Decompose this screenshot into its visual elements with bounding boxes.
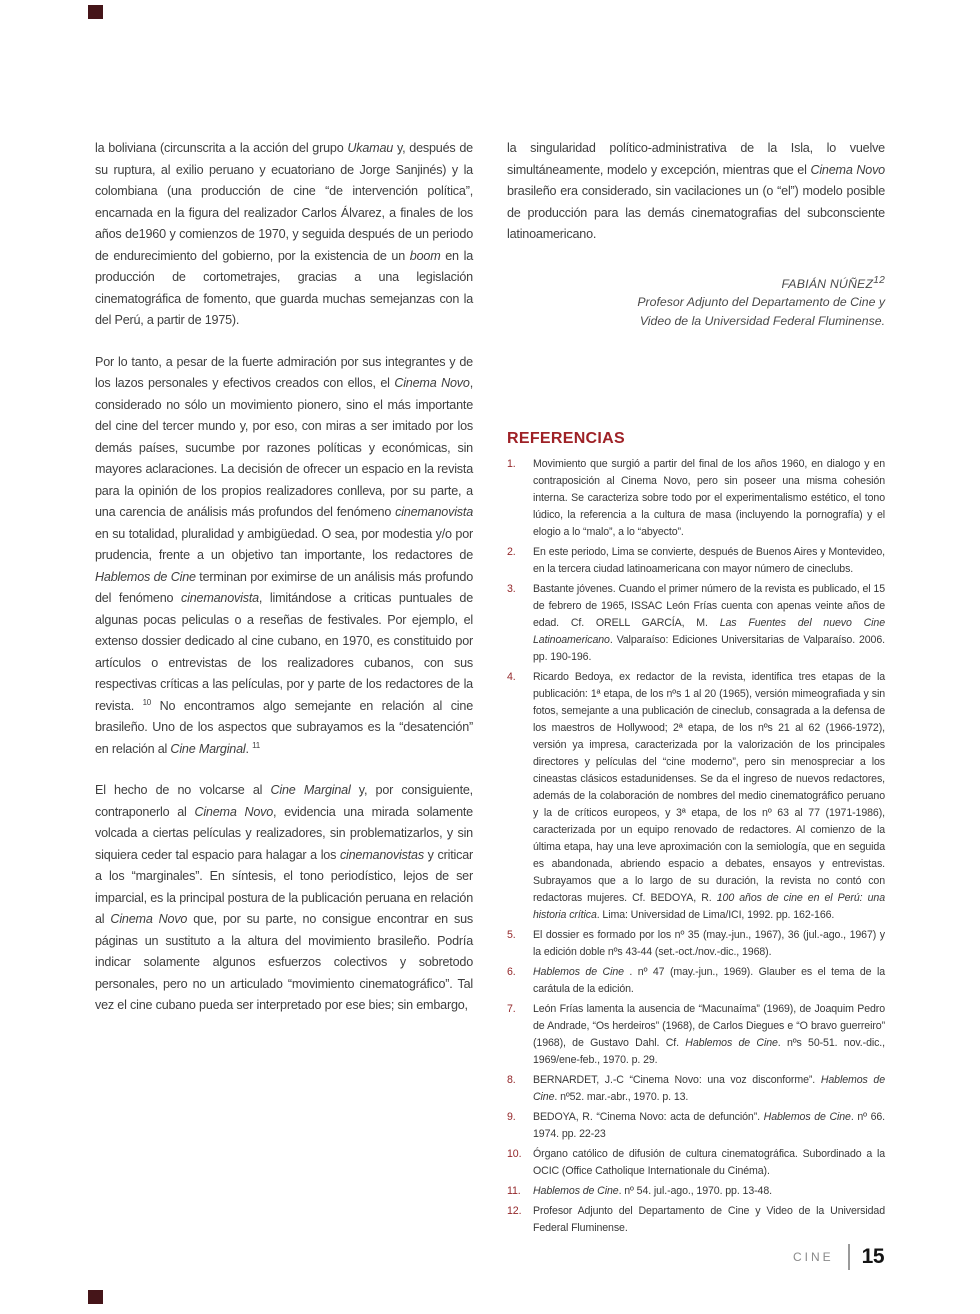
section-label: CINE xyxy=(792,1250,834,1264)
reference-item xyxy=(507,544,885,578)
left-column xyxy=(95,138,473,1240)
footer-divider xyxy=(848,1244,850,1270)
reference-number: 2. xyxy=(507,546,516,559)
references-list xyxy=(507,456,885,1237)
two-column-text xyxy=(95,138,885,1240)
author-affiliation-line2: Video de la Universidad Federal Fluminense. xyxy=(639,313,885,328)
reference-item xyxy=(507,456,885,541)
reference-text: Hablemos de Cine . nº 47 (may.-jun., 1969). Glauber es el tema de la carátula de la edición. xyxy=(533,966,885,996)
reference-text: Ricardo Bedoya, ex redactor de la revista, identifica tres etapas de la publicación: 1ª etapa, de los nºs 1 al 20 (1965), versión mimeografiada y sin fotos, semejante a una publicación de cineclub, consagrada a la defensa de los maestros de Hollywood; 2ª etapa, de los nºs 21 al 62 (1966-1972), versión ya impresa, caracterizada por la valorización de los principales directores y películas del “cine moderno”, pero sin menospreciar a los cineastas clásicos estadunidenses. Se da el ingreso de nuevos redactores, además de la colaboración de nombres del medio cinematográfico peruano y la de críticos europeos, y 3ª etapa, de los nº 63 al 77 (1971-1986), caracterizada por un equipo renovado de redactores. Al comienzo de la última etapa, hay una leve aproximación con la semiología, que en seguida es abandonada, abriendo espacio a debates, ensayos y entrevistas. Subrayamos que a lo largo de su duración, la revista no contó con redactoras mujeres. Cf. BEDOYA, R. 100 años de cine en el Perú: una historia crítica. Lima: Universidad de Lima/ICI, 1992. pp. 162-166. xyxy=(533,671,885,922)
reference-number: 9. xyxy=(507,1111,516,1124)
reference-text: El dossier es formado por los nº 35 (may.-jun., 1967), 36 (jul.-ago., 1967) y la edición doble nºs 43-44 (set.-oct./nov.-dic., 1968). xyxy=(533,929,885,959)
reference-text: Hablemos de Cine. nº 54. jul.-ago., 1970. pp. 13-48. xyxy=(533,1185,772,1198)
body-paragraph: El hecho de no volcarse al Cine Marginal y, por consiguiente, contraponerlo al Cinema Novo, evidencia una mirada solamente volcada a ciertas películas y realizadores, sin problematizarlos, y sin siquiera ceder tal espacio para halagar a los cinemanovistas y criticar a los “marginales”. En síntesis, el tono periodístico, lejos de ser imparcial, es la principal postura de la publicación peruana en relación al Cinema Novo que, por su parte, no consigue encontrar en sus páginas un sustituto a la altura del movimiento brasileño. Podría indicar solamente algunos esfuerzos colectivos y sobretodo personales, pero no un articulado “movimiento cinematográfico”. Tal vez el cine cubano pueda ser interpretado por ese bies; sin embargo, xyxy=(95,783,473,1012)
reference-number: 4. xyxy=(507,671,516,684)
reference-number: 1. xyxy=(507,458,516,471)
reference-item xyxy=(507,1183,885,1200)
reference-number: 3. xyxy=(507,583,516,596)
corner-mark-top xyxy=(88,5,103,19)
right-column xyxy=(507,138,885,1240)
reference-item xyxy=(507,964,885,998)
reference-text: Bastante jóvenes. Cuando el primer número de la revista es publicado, el 15 de febrero de 1965, ISSAC León Frías cuenta con apenas veinte años de edad. Cf. ORELL GARCÍA, M. Las Fuentes del nuevo Cine Latinoamericano. Valparaíso: Ediciones Universitarias de Valparaíso. 2006. pp. 190-196. xyxy=(533,583,885,664)
reference-number: 11. xyxy=(507,1185,521,1198)
body-paragraph: Por lo tanto, a pesar de la fuerte admiración por sus integrantes y de los lazos personales y efectivos creados con ellos, el Cinema Novo, considerado no sólo un movimiento pionero, sino el más importante del cine del tercer mundo y, por eso, con miras a ser imitado por los demás países, sucumbe por razones políticas y económicas, sin mayores aclaraciones. La decisión de ofrecer un espacio en la revista para la opinión de los propios realizadores conlleva, por su parte, a una carencia de análisis más profundos del fenómeno cinemanovista en su totalidad, pluralidad y ambigüedad. O sea, por modestia y/o por prudencia, frente a un objetivo tan importante, los redactores de Hablemos de Cine terminan por eximirse de un análisis más profundo del fenómeno cinemanovista, limitándose a criticas puntuales de algunas pocas peliculas o a reseñas de festivales. Por ejemplo, el extenso dossier dedicado al cine cubano, en 1970, es constituido por artículos o entrevistas de los realizadores cubanos, con sus respectivas críticas a las películas, por y parte de los redactores de la revista. $^{10}$ No encontramos algo semejante en relación al cine brasileño. Uno de los aspectos que subrayamos es la “desatención” en relación al Cine Marginal. $^{11}$ xyxy=(95,354,474,756)
page-number: 15 xyxy=(861,1245,884,1268)
reference-item xyxy=(507,927,885,961)
reference-item xyxy=(507,1146,885,1180)
author-block xyxy=(507,272,885,331)
reference-text: Profesor Adjunto del Departamento de Cine y Video de la Universidad Federal Fluminense. xyxy=(533,1205,885,1235)
reference-item xyxy=(507,1109,885,1143)
reference-item xyxy=(507,1072,885,1106)
reference-text: Movimiento que surgió a partir del final de los años 1960, en dialogo y en contraposición al Cinema Novo, pero sin poseer una misma cohesión interna. Se caracteriza sobre todo por el experimentalismo estético, el tono lúdico, la referencia a la cultura de masa (incluyendo la pornografía) y el elogio a lo “malo”, a lo “abyecto”. xyxy=(533,458,885,539)
reference-text: BEDOYA, R. “Cinema Novo: acta de defunción”. Hablemos de Cine. nº 66. 1974. pp. 22-23 xyxy=(533,1111,885,1141)
reference-item xyxy=(507,1203,885,1237)
reference-number: 10. xyxy=(507,1148,522,1161)
reference-text: León Frías lamenta la ausencia de “Macunaíma” (1969), de Joaquim Pedro de Andrade, “Os herdeiros” (1968), de Carlos Diegues e “O bravo guerreiro” (1968), de Gustavo Dahl. Cf. Hablemos de Cine. nºs 50-51. nov.-dic., 1969/ene-feb., 1970. p. 29. xyxy=(533,1003,885,1067)
reference-item xyxy=(507,581,885,666)
reference-text: En este periodo, Lima se convierte, después de Buenos Aires y Montevideo, en la tercera ciudad latinoamericana con mayor número de cineclubs. xyxy=(533,546,885,576)
author-name: FABIÁN NÚÑEZ$^{12}$ xyxy=(781,274,885,291)
reference-number: 6. xyxy=(507,966,516,979)
corner-mark-bottom xyxy=(88,1290,103,1304)
reference-item xyxy=(507,669,885,924)
body-paragraph: la singularidad político-administrativa de la Isla, lo vuelve simultáneamente, modelo y excepción, mientras que el Cinema Novo brasileño era considerado, sin vacilaciones un (o “el”) modelo posible de producción para las demás cinematografias del subconsciente latinoamericano. xyxy=(507,141,885,241)
reference-number: 5. xyxy=(507,929,516,942)
reference-number: 12. xyxy=(507,1205,522,1218)
author-affiliation-line1: Profesor Adjunto del Departamento de Cine y xyxy=(637,295,885,310)
references-heading: REFERENCIAS xyxy=(507,430,625,448)
reference-number: 8. xyxy=(507,1074,516,1087)
reference-item xyxy=(507,1001,885,1069)
reference-text: BERNARDET, J.-C “Cinema Novo: una voz disconforme”. Hablemos de Cine. nº52. mar.-abr., 1970. p. 13. xyxy=(533,1074,886,1104)
body-paragraph: la boliviana (circunscrita a la acción del grupo Ukamau y, después de su ruptura, al exilio peruano y ecuatoriano de Jorge Sanjinés) y la colombiana (una producción de cine “de intervención política”, encarnada en la figura del realizador Carlos Álvarez, a finales de los años de1960 y comienzos de 1970, y seguida después de un periodo de endurecimiento del gobierno, por la existencia de un boom en la producción de cortometrajes, gracias a una legislación cinematográfica de fomento, que guarda muchas semejanzas con la del Perú, a partir de 1975). xyxy=(95,141,474,327)
reference-text: Órgano católico de difusión de cultura cinematográfica. Subordinado a la OCIC (Office Catholique Internationale du Cinéma). xyxy=(533,1148,885,1178)
reference-number: 7. xyxy=(507,1003,516,1016)
page-footer xyxy=(793,1244,884,1270)
